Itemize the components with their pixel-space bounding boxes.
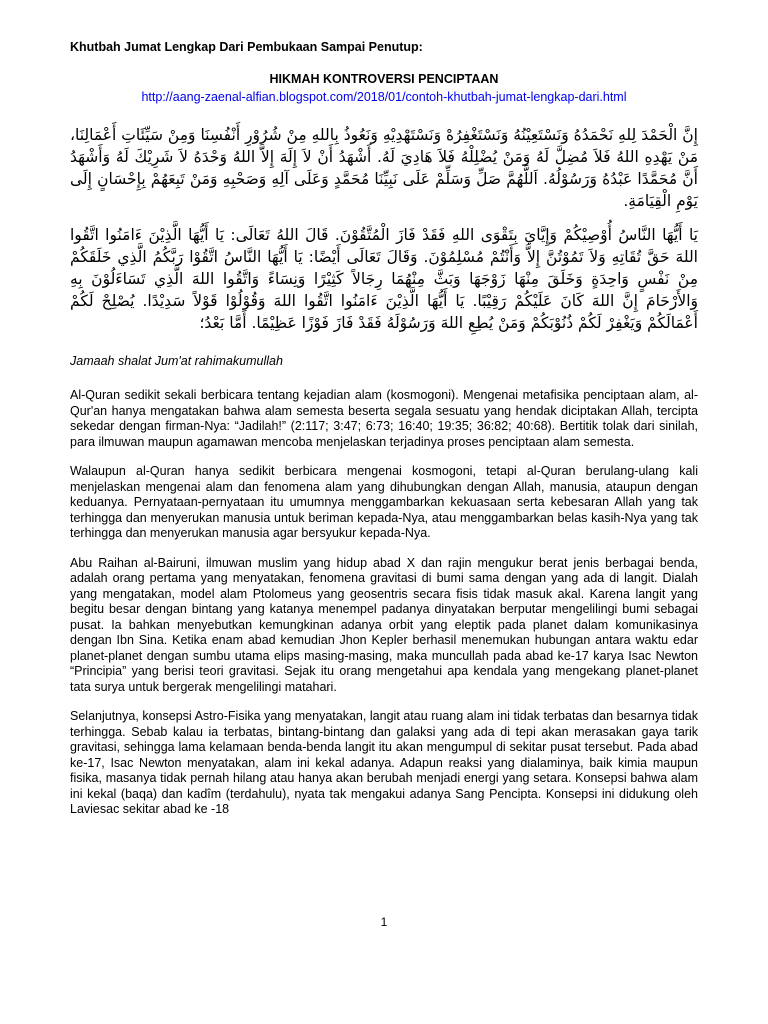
paragraph-3: Abu Raihan al-Bairuni, ilmuwan muslim yang hidup abad X dan rajin mengukur berat jenis berbagai benda, adalah orang pertama yang menyatakan, fenomena gravitasi di bumi sama dengan yang ada di langit. Dialah yang mengatakan, model alam Ptolomeus yang geosentris secara fisis tidak masuk akal. Karena langit yang begitu besar dengan bintang yang katanya menempel padanya dinyatakan berputar mengelilingi bumi sebagai pusat. Ia bahkan menyebutkan kemungkinan adanya orbit yang eleptik pada planet dalam komunikasinya dengan Ibn Sina. Ketika enam abad kemudian Jhon Kepler berhasil menemukan hubungan antara waktu edar planet-planet dengan sumbu utama elips masing-masing, maka muncullah pada abad ke-17 karya Isac Newton “Principia” yang berisi teori gravitasi. Sejak itu orang mengetahui apa kendala yang mengekang planet-planet tata surya untuk bergerak mengelilingi matahari. [70,555,698,694]
source-url-link[interactable]: http://aang-zaenal-alfian.blogspot.com/2018/01/contoh-khutbah-jumat-lengkap-dari.html [141,90,627,104]
paragraph-2: Walaupun al-Quran hanya sedikit berbicara mengenai kosmogoni, tetapi al-Quran berulang-ulang kali menjelaskan mengenai alam dan fenomena alam yang dihubungkan dengan Allah, manusia, ataupun dengan keduanya. Pernyataan-pernyataan itu umumnya menggambarkan kekuasaan serta kebesaran Allah yang tak terhingga dan menyerukan manusia untuk beriman kepada-Nya, atau menggambarkan belas kasih-Nya yang tak terhingga dan menyerukan manusia agar bersyukur kepada-Nya. [70,464,698,540]
greeting-line: Jamaah shalat Jum'at rahimakumullah [70,354,283,368]
paragraph-4: Selanjutnya, konsepsi Astro-Fisika yang menyatakan, langit atau ruang alam ini tidak terbatas dan besarnya tidak terhingga. Sebab kalau ia terbatas, bintang-bintang dan galaksi yang ada di tepi akan merasakan gaya tarik gravitasi, sehingga lama kelamaan benda-benda langit itu akan mengumpul di sekitar pusat tersebut. Pada abad ke-17, Isac Newton menyatakan, alam ini kekal adanya. Adapun reaksi yang dialaminya, baik kimia maupun fisika, masanya tidak pernah hilang atau hanya akan berubah menjadi energi yang setara. Konsepsi bahwa alam ini kekal (baqa) dan kadîm (terdahulu), nyata tak mengakui adanya Sang Pencipta. Konsepsi ini didukung oleh Laviesac sekitar abad ke -18 [70,709,698,816]
paragraph-1: Al-Quran sedikit sekali berbicara tentang kejadian alam (kosmogoni). Mengenai metafisika penciptaan alam, al-Qur'an hanya mengatakan bahwa alam semesta beserta segala sesuatu yang hendak diciptakan Allah, tercipta sekedar dengan firman-Nya: “Jadilah!” (2:117; 3:47; 6:73; 16:40; 19:35; 36:82; 40:68). Bertitik tolak dari sinilah, para ilmuwan maupun agamawan mencoba menjelaskan terjadinya proses penciptaan alam semesta. [70,388,698,449]
page-number: 1 [380,915,388,929]
document-title: HIKMAH KONTROVERSI PENCIPTAAN [269,72,499,86]
document-heading: Khutbah Jumat Lengkap Dari Pembukaan Sampai Penutup: [70,40,423,54]
arabic-wasiat-taqwa: يَا أَيُّهَا النَّاسُ أُوْصِيْكُمْ وَإِيَّايَ بِتَقْوَى اللهِ فَقَدْ فَازَ الْمُتَّقُوْنَ. قَالَ اللهُ تَعَالَى: يَا أَيُّهَا الَّذِيْنَ ءَامَنُوا اتَّقُوا اللهَ حَقَّ تُقَاتِهِ وَلاَ تَمُوْتُنَّ إِلاَّ وَأَنْتُمْ مُسْلِمُوْنَ. وَقَالَ تَعَالَى أَيْضًا: يَا أَيُّهَا النَّاسُ اتَّقُوْا رَبَّكُمُ الَّذِي خَلَقَكُمْ مِنْ نَفْسٍ وَاحِدَةٍ وَخَلَقَ مِنْهَا زَوْجَهَا وَبَثَّ مِنْهُمَا رِجَالاً كَثِيْرًا وَنِسَاءً وَاتَّقُوا اللهَ الَّذِي تَسَاءَلُوْنَ بِهِ وَالأَرْحَامَ إِنَّ اللهَ كَانَ عَلَيْكُمْ رَقِيْبًا. يَا أَيُّهَا الَّذِيْنَ ءَامَنُوا اتَّقُوا اللهَ وَقُوْلُوْا قَوْلاً سَدِيْدًا. يُصْلِحْ لَكُمْ أَعْمَالَكُمْ وَيَغْفِرْ لَكُمْ ذُنُوْبَكُمْ وَمَنْ يُطِعِ اللهَ وَرَسُوْلَهُ فَقَدْ فَازَ فَوْزًا عَظِيْمًا. أَمَّا بَعْدُ؛ [70,226,698,332]
arabic-opening-prayer: إِنَّ الْحَمْدَ لِلهِ نَحْمَدُهُ وَنَسْتَعِيْنُهُ وَنَسْتَغْفِرُهْ وَنَسْتَهْدِيْهِ وَنَعُوذُ بِاللهِ مِنْ شُرُوْرِ أَنْفُسِنَا وَمِنْ سَيِّئَاتِ أَعْمَالِنَا، مَنْ يَهْدِهِ اللهُ فَلاَ مُضِلَّ لَهُ وَمَنْ يُضْلِلْهُ فَلاَ هَادِيَ لَهُ. أَشْهَدُ أَنْ لاَ إِلَهَ إِلاَّ اللهُ وَحْدَهُ لاَ شَرِيْكَ لَهُ وَأَشْهَدُ أَنَّ مُحَمَّدًا عَبْدُهُ وَرَسُوْلُهُ. اَللَّهُمَّ صَلِّ وَسَلِّمْ عَلَى نَبِيِّنَا مُحَمَّدٍ وَعَلَى آلِهِ وَصَحْبِهِ وَمَنْ تَبِعَهُمْ بِإِحْسَانٍ إِلَى يَوْمِ الْقِيَامَةِ. [70,126,698,210]
